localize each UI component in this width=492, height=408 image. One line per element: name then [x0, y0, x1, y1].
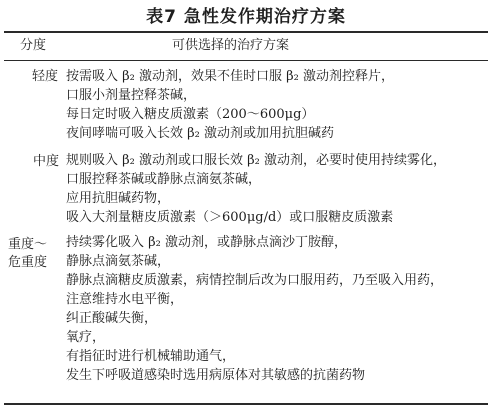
header-plan: 可供选择的治疗方案	[172, 38, 290, 53]
plan-moderate	[66, 152, 486, 228]
plan-line: 持续雾化吸入 β₂ 激动剂，或静脉点滴沙丁胺醇，	[66, 235, 347, 250]
grade-label: 中度	[33, 154, 60, 169]
grade-moderate	[33, 153, 59, 171]
plan-line: 有指征时进行机械辅助通气，	[66, 349, 236, 364]
grade-label: 轻度	[32, 69, 59, 84]
plan-line: 口服控释茶碱或静脉点滴氨茶碱，	[66, 172, 262, 187]
plan-line: 吸入大剂量糖皮质激素（＞600μg/d）或口服糖皮质激素	[66, 210, 394, 225]
plan-line: 夜间哮喘可吸入长效 β₂ 激动剂或加用抗胆碱药	[66, 126, 334, 141]
table-header-rule	[4, 60, 488, 61]
plan-line: 静脉点滴糖皮质激素，病情控制后改为口服用药，乃至吸入用药，	[66, 273, 444, 288]
grade-mild	[32, 68, 58, 86]
grade-label: 重度～	[8, 237, 48, 252]
grade-severe	[8, 236, 64, 272]
plan-line: 规则吸入 β₂ 激动剂或口服长效 β₂ 激动剂，必要时使用持续雾化，	[66, 153, 446, 168]
plan-line: 氧疗，	[66, 330, 106, 345]
plan-line: 发生下呼吸道感染时选用病原体对其敏感的抗菌药物	[66, 368, 366, 383]
plan-line: 纠正酸碱失衡，	[66, 311, 158, 326]
table-title: 表7 急性发作期治疗方案	[146, 7, 346, 27]
plan-line: 口服小剂量控释茶碱，	[66, 88, 197, 103]
plan-line: 按需吸入 β₂ 激动剂，效果不佳时口服 β₂ 激动剂控释片，	[66, 69, 394, 84]
header-grade: 分度	[20, 38, 47, 53]
plan-mild	[66, 68, 486, 144]
plan-severe	[66, 234, 486, 386]
table-top-rule	[4, 31, 488, 33]
table-bottom-rule	[4, 403, 488, 405]
plan-line: 每日定时吸入糖皮质激素（200～600μg）	[66, 107, 315, 122]
plan-line: 注意维持水电平衡，	[66, 292, 184, 307]
plan-line: 应用抗胆碱药物，	[66, 191, 171, 206]
grade-label: 危重度	[8, 255, 48, 270]
plan-line: 静脉点滴氨茶碱，	[66, 254, 171, 269]
